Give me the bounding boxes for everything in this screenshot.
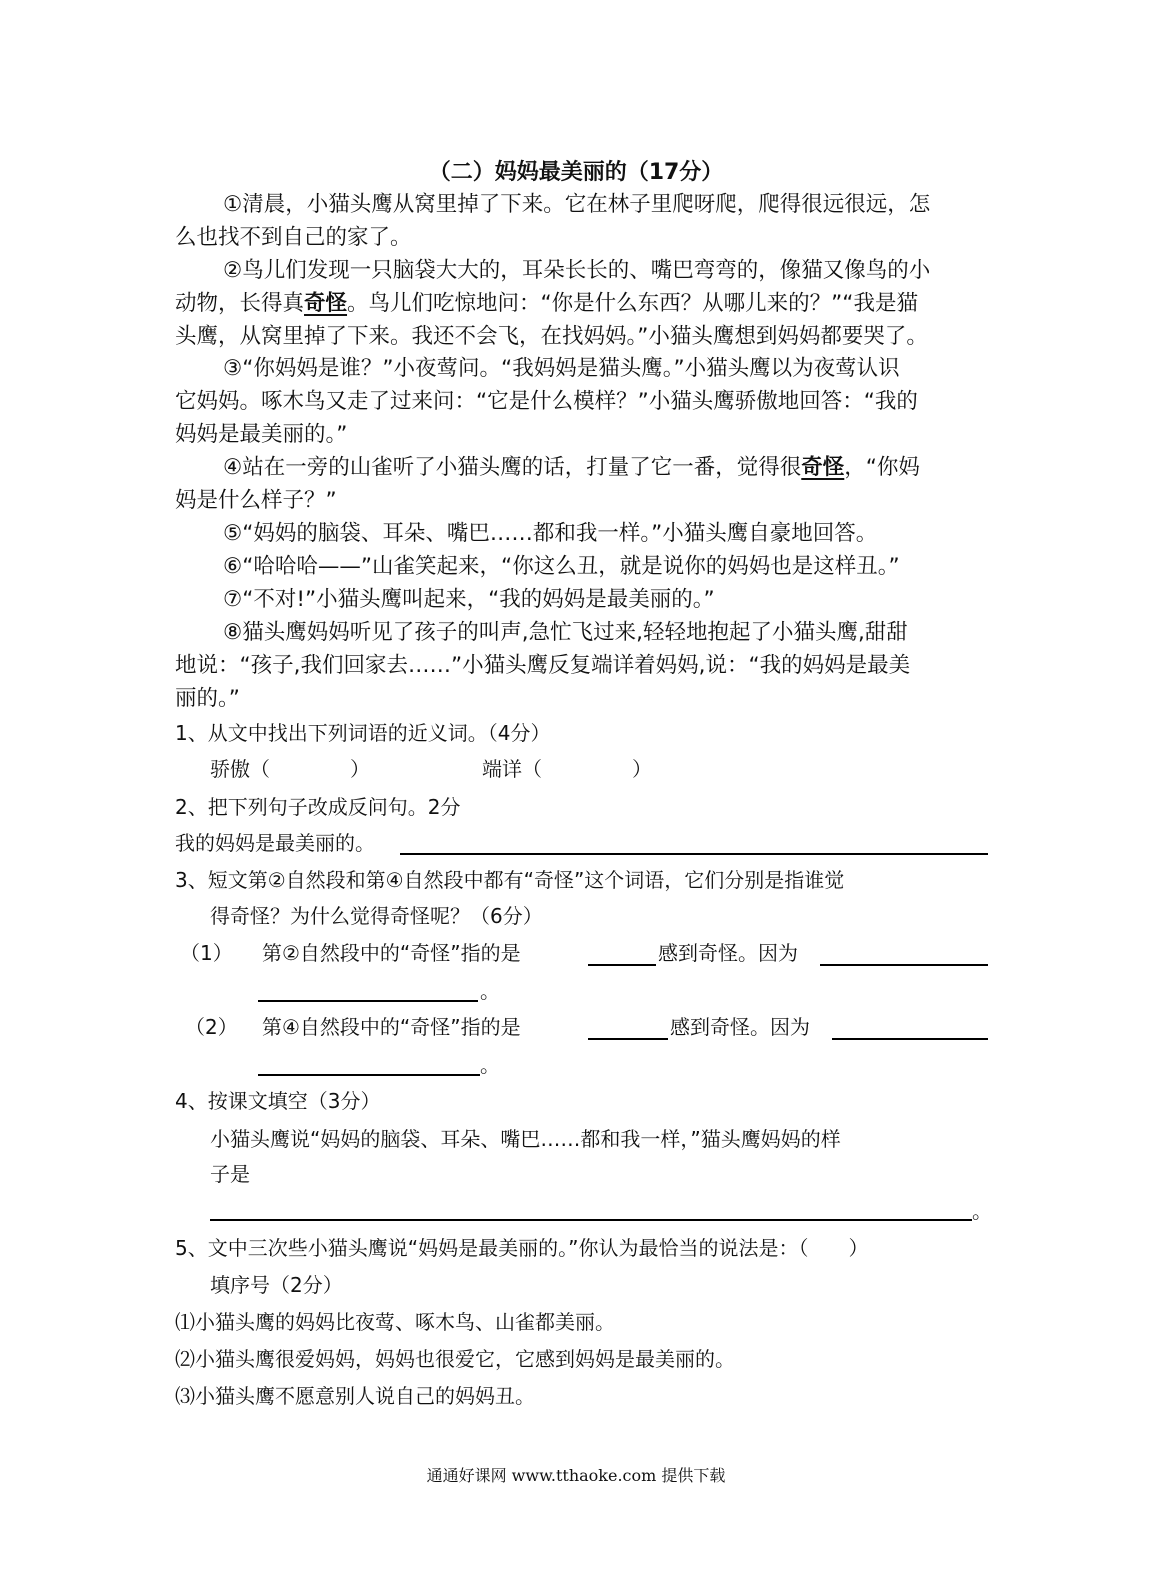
- paragraph-1-line-1: ①清晨，小猫头鹰从窝里掉了下来。它在林子里爬呀爬，爬得很远很远，怎: [223, 192, 931, 217]
- question-1: 1、从文中找出下列词语的近义词。（4分）: [175, 721, 551, 745]
- q1-word-duanxiang: 端详（: [482, 757, 542, 781]
- q5-option-3: ⑶小猫头鹰不愿意别人说自己的妈妈丑。: [175, 1384, 535, 1408]
- question-5-line-2: 填序号（2分）: [210, 1273, 343, 1297]
- paragraph-2-line-2: 动物，长得真奇怪。鸟儿们吃惊地问：“你是什么东西？从哪儿来的？”“我是猫: [175, 291, 918, 316]
- q3-2-who-blank[interactable]: [588, 1038, 668, 1040]
- question-3-line-2: 得奇怪？为什么觉得奇怪呢？（6分）: [210, 904, 543, 928]
- q3-2-reason-blank-2[interactable]: [258, 1074, 480, 1076]
- paragraph-2-line-3: 头鹰，从窝里掉了下来。我还不会飞，在找妈妈。”小猫头鹰想到妈妈都要哭了。: [175, 324, 928, 349]
- paragraph-2-line-1: ②鸟儿们发现一只脑袋大大的，耳朵长长的、嘴巴弯弯的，像猫又像鸟的小: [223, 258, 931, 283]
- question-3-line-1: 3、短文第②自然段和第④自然段中都有“奇怪”这个词语，它们分别是指谁觉: [175, 868, 845, 892]
- paragraph-3-line-1: ③“你妈妈是谁？”小夜莺问。“我妈妈是猫头鹰。”小猫头鹰以为夜莺认识: [223, 356, 900, 381]
- paragraph-6: ⑥“哈哈哈——”山雀笑起来，“你这么丑，就是说你的妈妈也是这样丑。”: [223, 554, 900, 579]
- q3-1-reason-blank-2[interactable]: [258, 1000, 478, 1002]
- paragraph-7: ⑦“不对!”小猫头鹰叫起来，“我的妈妈是最美丽的。”: [223, 587, 715, 612]
- q1-bracket-close-a: ）: [350, 757, 370, 781]
- q3-2-prompt: 第④自然段中的“奇怪”指的是: [262, 1015, 521, 1039]
- q4-line-1: 小猫头鹰说“妈妈的脑袋、耳朵、嘴巴……都和我一样，”猫头鹰妈妈的样: [210, 1127, 841, 1151]
- q3-1-reason-blank[interactable]: [820, 964, 988, 966]
- footer-source: 通通好课网 www.tthaoke.com 提供下载: [426, 1466, 726, 1485]
- paragraph-1-line-2: 么也找不到自己的家了。: [175, 225, 412, 250]
- page-title: （二）妈妈最美丽的（17分）: [428, 160, 724, 185]
- question-5-line-1: 5、文中三次些小猫头鹰说“妈妈是最美丽的。”你认为最恰当的说法是：（ ）: [175, 1236, 869, 1260]
- question-4: 4、按课文填空（3分）: [175, 1089, 381, 1113]
- q3-1-reason-prompt: 感到奇怪。因为: [658, 941, 798, 965]
- paragraph-5: ⑤“妈妈的脑袋、耳朵、嘴巴……都和我一样。”小猫头鹰自豪地回答。: [223, 521, 878, 546]
- paragraph-4-line-1: ④站在一旁的山雀听了小猫头鹰的话，打量了它一番，觉得很奇怪，“你妈: [223, 455, 920, 480]
- keyword-qiguai-1: 奇怪: [304, 291, 348, 316]
- q1-word-jiaoao: 骄傲（: [210, 757, 270, 781]
- q2-sentence: 我的妈妈是最美丽的。: [175, 831, 375, 855]
- paragraph-8-line-1: ⑧猫头鹰妈妈听见了孩子的叫声,急忙飞过来,轻轻地抱起了小猫头鹰,甜甜: [223, 620, 908, 645]
- q3-2-reason-blank[interactable]: [832, 1038, 988, 1040]
- q5-option-1: ⑴小猫头鹰的妈妈比夜莺、啄木鸟、山雀都美丽。: [175, 1310, 615, 1334]
- paragraph-8-line-2: 地说：“孩子,我们回家去……”小猫头鹰反复端详着妈妈,说：“我的妈妈是最美: [175, 653, 911, 678]
- paragraph-4-line-2: 妈是什么样子？”: [175, 488, 337, 513]
- q1-bracket-close-b: ）: [632, 757, 652, 781]
- paragraph-3-line-3: 妈妈是最美丽的。”: [175, 422, 348, 447]
- paragraph-3-line-2: 它妈妈。啄木鸟又走了过来问：“它是什么模样？”小猫头鹰骄傲地回答：“我的: [175, 389, 918, 414]
- q2-answer-line[interactable]: [400, 853, 988, 855]
- keyword-qiguai-2: 奇怪: [801, 455, 845, 480]
- q4-answer-line[interactable]: [210, 1219, 972, 1221]
- q3-1-who-blank[interactable]: [588, 964, 656, 966]
- q5-option-2: ⑵小猫头鹰很爱妈妈，妈妈也很爱它，它感到妈妈是最美丽的。: [175, 1347, 735, 1371]
- paragraph-8-line-3: 丽的。”: [175, 686, 240, 711]
- question-2: 2、把下列句子改成反问句。2分: [175, 795, 461, 819]
- q3-2-period: 。: [480, 1053, 500, 1077]
- q3-1-number: （1）: [180, 941, 233, 965]
- q4-period: 。: [972, 1199, 992, 1223]
- q3-2-reason-prompt: 感到奇怪。因为: [670, 1015, 810, 1039]
- q3-1-period: 。: [480, 979, 500, 1003]
- q3-2-number: （2）: [185, 1015, 238, 1039]
- q3-1-prompt: 第②自然段中的“奇怪”指的是: [262, 941, 521, 965]
- q4-line-2: 子是: [210, 1162, 250, 1186]
